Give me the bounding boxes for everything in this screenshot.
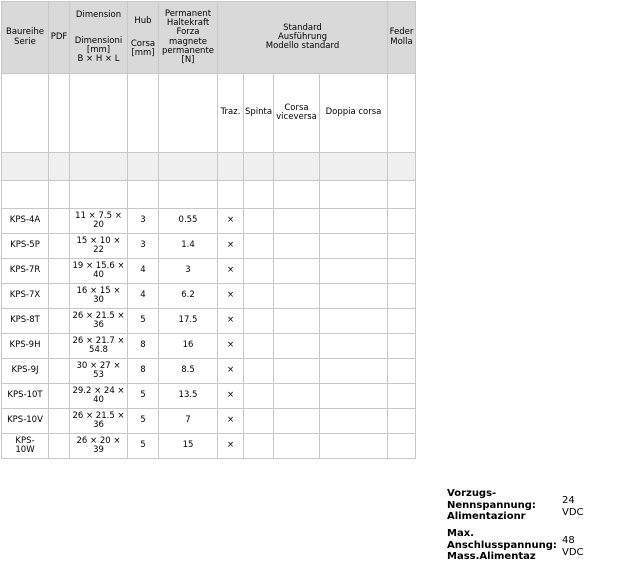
dimension-cell: 26 × 21.5 × 36 xyxy=(70,409,128,434)
pdf-cell xyxy=(49,334,70,359)
stroke-cell: 5 xyxy=(128,309,159,334)
model-name: KPS-4A xyxy=(2,209,49,234)
model-name: KPS- 10W xyxy=(2,434,49,459)
corsa-viceversa-cell xyxy=(274,409,320,434)
dimension-cell: 16 × 15 × 30 xyxy=(70,284,128,309)
model-name: KPS-5P xyxy=(2,234,49,259)
spring-cell xyxy=(388,284,416,309)
pdf-cell xyxy=(49,259,70,284)
model-name: KPS-10V xyxy=(2,409,49,434)
doppia-corsa-cell xyxy=(320,209,388,234)
dimension-cell: 29.2 × 24 × 40 xyxy=(70,384,128,409)
traz-mark: × xyxy=(218,434,244,459)
spinta-cell xyxy=(244,209,274,234)
dimension-cell: 30 × 27 × 53 xyxy=(70,359,128,384)
header-series: Baureihe Serie xyxy=(2,2,49,74)
spinta-cell xyxy=(244,434,274,459)
force-cell: 3 xyxy=(159,259,218,284)
traz-mark: × xyxy=(218,409,244,434)
table-row xyxy=(2,234,416,259)
stroke-cell: 4 xyxy=(128,259,159,284)
nominal-voltage-value: 24 VDC xyxy=(562,495,584,518)
max-voltage-label: Max. Anschlusspannung: Mass.Alimentaz xyxy=(447,528,557,562)
corsa-viceversa-cell xyxy=(274,434,320,459)
spring-cell xyxy=(388,309,416,334)
table-row xyxy=(2,309,416,334)
spring-cell xyxy=(388,334,416,359)
stroke-cell: 4 xyxy=(128,284,159,309)
spacer-row xyxy=(2,153,416,181)
corsa-viceversa-cell xyxy=(274,334,320,359)
pdf-cell xyxy=(49,309,70,334)
doppia-corsa-cell xyxy=(320,409,388,434)
spring-cell xyxy=(388,384,416,409)
table-row xyxy=(2,409,416,434)
stroke-cell: 5 xyxy=(128,409,159,434)
spinta-cell xyxy=(244,384,274,409)
table-row xyxy=(2,359,416,384)
subheader-doppia-corsa: Doppia corsa xyxy=(320,74,388,153)
max-voltage-value: 48 VDC xyxy=(562,535,584,558)
stroke-cell: 8 xyxy=(128,334,159,359)
model-name: KPS-9H xyxy=(2,334,49,359)
header-pdf: PDF xyxy=(49,2,70,74)
table-row xyxy=(2,334,416,359)
spinta-cell xyxy=(244,334,274,359)
stroke-cell: 5 xyxy=(128,434,159,459)
force-cell: 1.4 xyxy=(159,234,218,259)
pdf-cell xyxy=(49,434,70,459)
table-row xyxy=(2,384,416,409)
spring-cell xyxy=(388,359,416,384)
subheader-spinta: Spinta xyxy=(244,74,274,153)
doppia-corsa-cell xyxy=(320,309,388,334)
nominal-voltage-label: Vorzugs- Nennspannung: Alimentazionr xyxy=(447,488,536,522)
dimension-cell: 26 × 21.7 × 54.8 xyxy=(70,334,128,359)
spacer-row xyxy=(2,181,416,209)
model-name: KPS-10T xyxy=(2,384,49,409)
dimension-cell: 26 × 20 × 39 xyxy=(70,434,128,459)
traz-mark: × xyxy=(218,259,244,284)
stroke-cell: 5 xyxy=(128,384,159,409)
stroke-cell: 3 xyxy=(128,209,159,234)
doppia-corsa-cell xyxy=(320,434,388,459)
spring-cell xyxy=(388,409,416,434)
doppia-corsa-cell xyxy=(320,334,388,359)
table-row xyxy=(2,209,416,234)
corsa-viceversa-cell xyxy=(274,384,320,409)
spinta-cell xyxy=(244,284,274,309)
spinta-cell xyxy=(244,409,274,434)
doppia-corsa-cell xyxy=(320,259,388,284)
traz-mark: × xyxy=(218,384,244,409)
header-spring: Feder Molla xyxy=(388,2,416,74)
header-force: Permanent Haltekraft Forza magnete permanente [N] xyxy=(159,2,218,74)
corsa-viceversa-cell xyxy=(274,309,320,334)
force-cell: 8.5 xyxy=(159,359,218,384)
spinta-cell xyxy=(244,259,274,284)
spinta-cell xyxy=(244,234,274,259)
header-stroke: Hub Corsa [mm] xyxy=(128,2,159,74)
corsa-viceversa-cell xyxy=(274,234,320,259)
corsa-viceversa-cell xyxy=(274,259,320,284)
force-cell: 7 xyxy=(159,409,218,434)
force-cell: 0.55 xyxy=(159,209,218,234)
corsa-viceversa-cell xyxy=(274,209,320,234)
product-table xyxy=(1,1,416,459)
model-name: KPS-9J xyxy=(2,359,49,384)
force-cell: 16 xyxy=(159,334,218,359)
traz-mark: × xyxy=(218,209,244,234)
dimension-cell: 26 × 21.5 × 36 xyxy=(70,309,128,334)
traz-mark: × xyxy=(218,359,244,384)
header-dimension: Dimension Dimensioni [mm] B × H × L xyxy=(70,2,128,74)
dimension-cell: 11 × 7.5 × 20 xyxy=(70,209,128,234)
pdf-cell xyxy=(49,359,70,384)
table-row xyxy=(2,259,416,284)
pdf-cell xyxy=(49,409,70,434)
doppia-corsa-cell xyxy=(320,359,388,384)
pdf-cell xyxy=(49,284,70,309)
dimension-cell: 19 × 15.6 × 40 xyxy=(70,259,128,284)
model-name: KPS-7X xyxy=(2,284,49,309)
spring-cell xyxy=(388,434,416,459)
header-standard: Standard Ausführung Modello standard xyxy=(218,2,388,74)
doppia-corsa-cell xyxy=(320,284,388,309)
dimension-cell: 15 × 10 × 22 xyxy=(70,234,128,259)
subheader-corsa-viceversa: Corsa viceversa xyxy=(274,74,320,153)
spring-cell xyxy=(388,209,416,234)
subheader-traz: Traz. xyxy=(218,74,244,153)
force-cell: 6.2 xyxy=(159,284,218,309)
model-name: KPS-8T xyxy=(2,309,49,334)
pdf-cell xyxy=(49,384,70,409)
stroke-cell: 3 xyxy=(128,234,159,259)
table-row xyxy=(2,284,416,309)
spinta-cell xyxy=(244,359,274,384)
pdf-cell xyxy=(49,209,70,234)
corsa-viceversa-cell xyxy=(274,359,320,384)
doppia-corsa-cell xyxy=(320,234,388,259)
traz-mark: × xyxy=(218,309,244,334)
corsa-viceversa-cell xyxy=(274,284,320,309)
force-cell: 15 xyxy=(159,434,218,459)
model-name: KPS-7R xyxy=(2,259,49,284)
force-cell: 17.5 xyxy=(159,309,218,334)
pdf-cell xyxy=(49,234,70,259)
stroke-cell: 8 xyxy=(128,359,159,384)
spring-cell xyxy=(388,234,416,259)
doppia-corsa-cell xyxy=(320,384,388,409)
spring-cell xyxy=(388,259,416,284)
traz-mark: × xyxy=(218,234,244,259)
traz-mark: × xyxy=(218,284,244,309)
table-row xyxy=(2,434,416,459)
traz-mark: × xyxy=(218,334,244,359)
force-cell: 13.5 xyxy=(159,384,218,409)
spinta-cell xyxy=(244,309,274,334)
